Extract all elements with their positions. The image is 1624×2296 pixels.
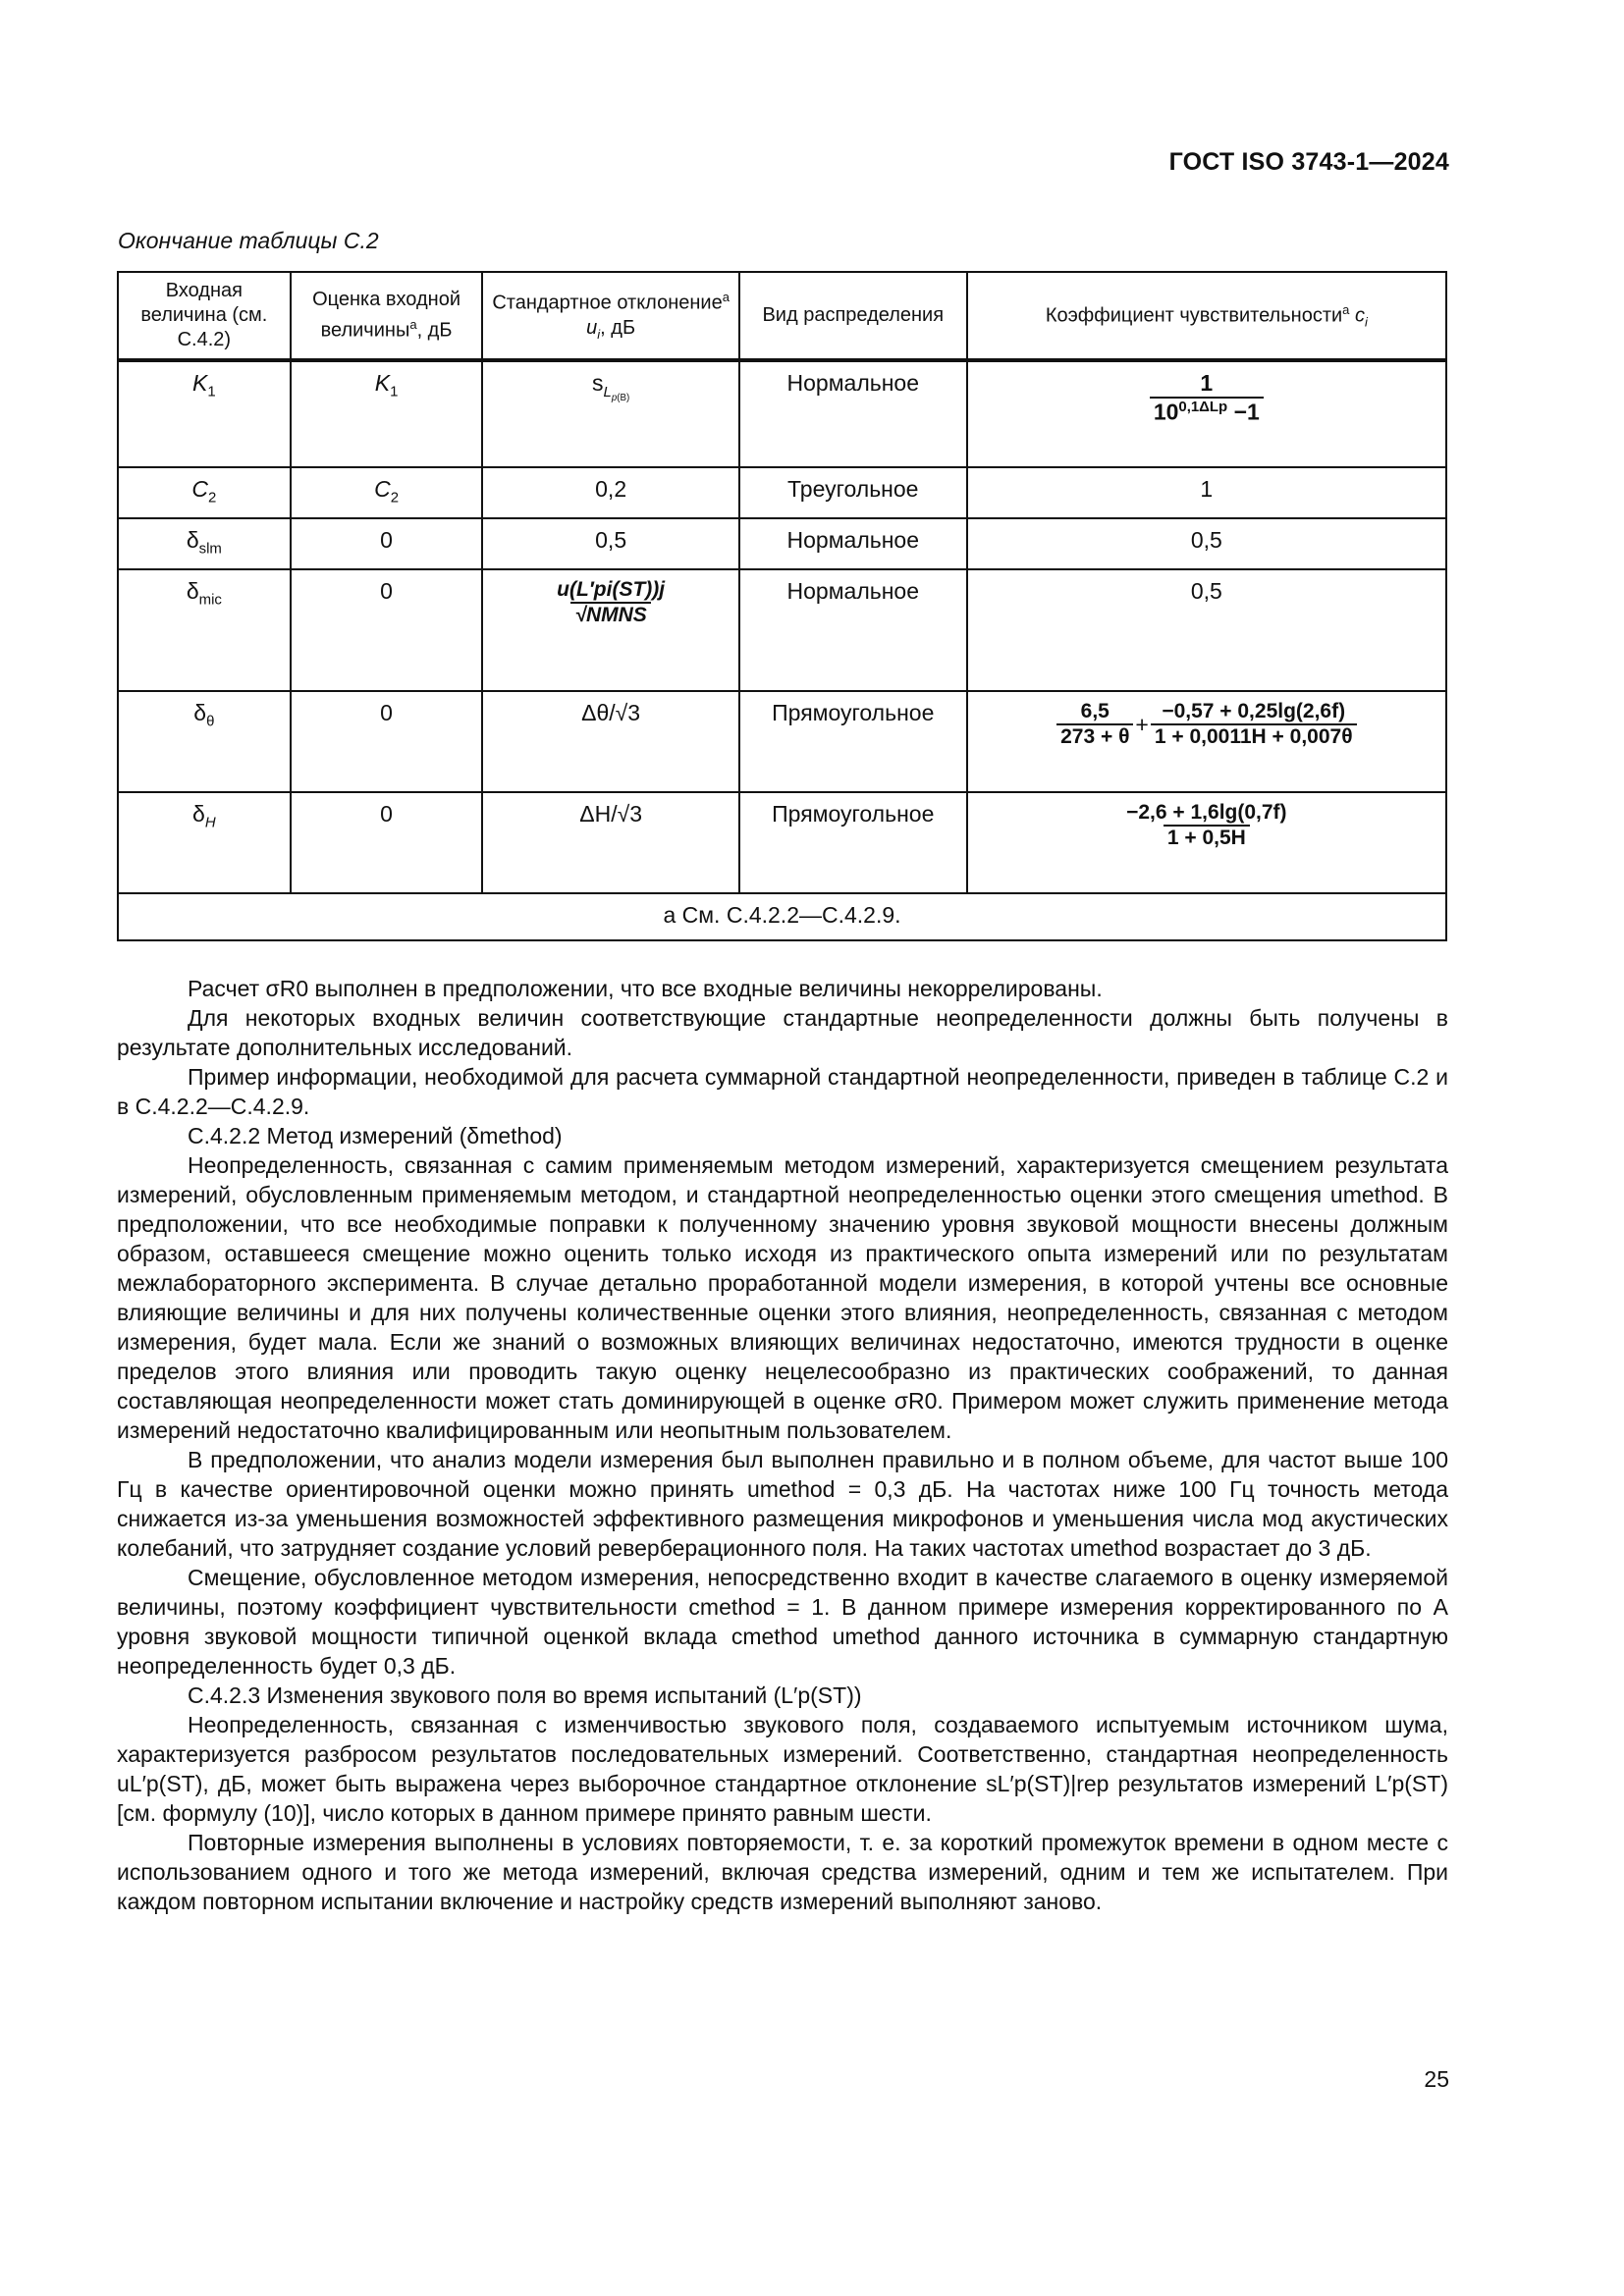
cell-distribution: Прямоугольное [739, 792, 967, 893]
cell-coefficient [967, 360, 1446, 467]
table-caption: Окончание таблицы С.2 [118, 228, 379, 253]
cell-coefficient: $\frac{6,5}{273 + \theta}$ + $\frac{-0,57 + 0,25\lg(2,6f)}{1 + 0,0011H + 0,007\theta}$ [967, 691, 1446, 792]
table-row [118, 467, 1446, 518]
table-row [118, 792, 1446, 893]
coef-fraction: $\frac{-2,6 + 1,6\lg(0,7f)}{1 + 0,5H}$ [1126, 801, 1287, 849]
table-footnote-row [118, 893, 1446, 940]
cell-distribution: Нормальное [739, 518, 967, 569]
table-row [118, 518, 1446, 569]
cell-deviation: $s_{L_{p(B)}}$ [482, 360, 738, 467]
header-distribution: Вид распределения [739, 272, 967, 360]
cell-input: $\delta_H$ [118, 792, 291, 893]
deviation-fraction: $\frac{u(L'pi(ST))j}{\text{√NMNS}}$ [557, 578, 666, 626]
paragraph: Смещение, обусловленное методом измерения, непосредственно входит в качестве слагаемого в оценку измеряемой величины, поэтому коэффициент чувствительности cmethod = 1. В данном примере измерения корректированного по А уровня звуковой мощности типичной оценкой вклада cmethod umethod данного источника в суммарную стандартную неопределенность будет 0,3 дБ. [117, 1565, 1448, 1679]
cell-estimate: 0 [291, 792, 483, 893]
uncertainty-table [117, 271, 1447, 941]
cell-deviation [482, 569, 738, 691]
cell-distribution: Треугольное [739, 467, 967, 518]
cell-distribution: Прямоугольное [739, 691, 967, 792]
paragraph: Неопределенность, связанная с самим применяемым методом измерений, характеризуется смещением результата измерений, обусловленным применяемым методом, и стандартной неопределенностью оценки этого смещения umethod. В предположении, что все необходимые поправки к полученному значению уровня звуковой мощности внесены должным образом, оставшееся смещение можно оценить только исходя из практического опыта измерений или по результатам межлабораторного эксперимента. В случае детально проработанной модели измерения, в которой учтены все основные влияющие величины и для них получены количественные оценки этого влияния, неопределенность, связанная с методом измерения, будет мала. Если же знаний о возможных влияющих величинах недостаточно, имеются трудности в оценке пределов этого влияния или проводить такую оценку нецелесообразно из практических соображений, то данная составляющая неопределенности может стать доминирующей в оценке σR0. Примером может служить применение метода измерений недостаточно квалифицированным или неопытным пользователем. [117, 1152, 1448, 1443]
coef-fraction-a: $\frac{6,5}{273 + \theta}$ [1056, 700, 1133, 749]
cell-estimate: 0 [291, 691, 483, 792]
cell-input: $\delta_\theta$ [118, 691, 291, 792]
header-sensitivity-coef: Коэффициент чувствительности$^a$ $c_i$ [967, 272, 1446, 360]
cell-input: $\delta_{slm}$ [118, 518, 291, 569]
page-number: 25 [1424, 2066, 1449, 2092]
document-code: ГОСТ ISO 3743-1—2024 [1168, 148, 1449, 176]
cell-deviation: ΔH/√3 [482, 792, 738, 893]
table-row [118, 360, 1446, 467]
body-text [117, 974, 1448, 1916]
cell-deviation: 0,5 [482, 518, 738, 569]
cell-estimate: $C_2$ [291, 467, 483, 518]
cell-distribution: Нормальное [739, 569, 967, 691]
cell-distribution: Нормальное [739, 360, 967, 467]
cell-input: $C_2$ [118, 467, 291, 518]
cell-estimate: $K_1$ [291, 360, 483, 467]
paragraph: В предположении, что анализ модели измерения был выполнен правильно и в полном объеме, для частот выше 100 Гц в качестве ориентировочной оценки можно принять umethod = 0,3 дБ. На частотах ниже 100 Гц точность метода снижается из-за уменьшения возможностей эффективного размещения микрофонов и уменьшения числа мод акустических колебаний, что затрудняет создание условий реверберационного поля. На таких частотах umethod возрастает до 3 дБ. [117, 1447, 1448, 1561]
cell-estimate: 0 [291, 518, 483, 569]
paragraph: Пример информации, необходимой для расчета суммарной стандартной неопределенности, приведен в таблице С.2 и в С.4.2.2—С.4.2.9. [117, 1064, 1448, 1119]
header-standard-deviation: Стандартное отклонение$^a$ $u_i$, дБ [482, 272, 738, 360]
paragraph: Неопределенность, связанная с изменчивостью звукового поля, создаваемого испытуемым источником шума, характеризуется разбросом результатов последовательных измерений. Соответственно, стандартная неопределенность uL′p(ST), дБ, может быть выражена через выборочное стандартное отклонение sL′p(ST)|rep результатов измерений L′p(ST) [см. формулу (10)], число которых в данном примере принято равным шести. [117, 1712, 1448, 1826]
paragraph: Расчет σR0 выполнен в предположении, что все входные величины некоррелированы. [188, 976, 1103, 1001]
cell-input: $K_1$ [118, 360, 291, 467]
header-input-estimate: Оценка входной величины$^a$, дБ [291, 272, 483, 360]
cell-coefficient: 1 [967, 467, 1446, 518]
coef-fraction: $\frac{1}{10^{0,1\Delta Lp} -1}$ [1150, 370, 1264, 426]
section-heading-c423: С.4.2.3 Изменения звукового поля во время испытаний (L′p(ST)) [188, 1682, 862, 1708]
paragraph: Повторные измерения выполнены в условиях повторяемости, т. е. за короткий промежуток времени в одном месте с использованием одного и того же метода измерений, включая средства измерений, одним и тем же испытателем. При каждом повторном испытании включение и настройку средств измерений выполняют заново. [117, 1830, 1448, 1914]
cell-deviation: 0,2 [482, 467, 738, 518]
cell-coefficient: 0,5 [967, 518, 1446, 569]
header-input-quantity: Входная величина (см. С.4.2) [118, 272, 291, 360]
coef-fraction-b: $\frac{-0,57 + 0,25\lg(2,6f)}{1 + 0,0011H + 0,007\theta}$ [1151, 700, 1357, 749]
table-row [118, 569, 1446, 691]
cell-coefficient [967, 792, 1446, 893]
cell-input: $\delta_{mic}$ [118, 569, 291, 691]
cell-deviation: Δθ/√3 [482, 691, 738, 792]
paragraph: Для некоторых входных величин соответствующие стандартные неопределенности должны быть получены в результате дополнительных исследований. [117, 1005, 1448, 1060]
table-footnote: a См. С.4.2.2—С.4.2.9. [118, 893, 1446, 940]
section-heading-c422: С.4.2.2 Метод измерений (δmethod) [188, 1123, 563, 1148]
cell-estimate: 0 [291, 569, 483, 691]
table-row [118, 691, 1446, 792]
cell-coefficient: 0,5 [967, 569, 1446, 691]
